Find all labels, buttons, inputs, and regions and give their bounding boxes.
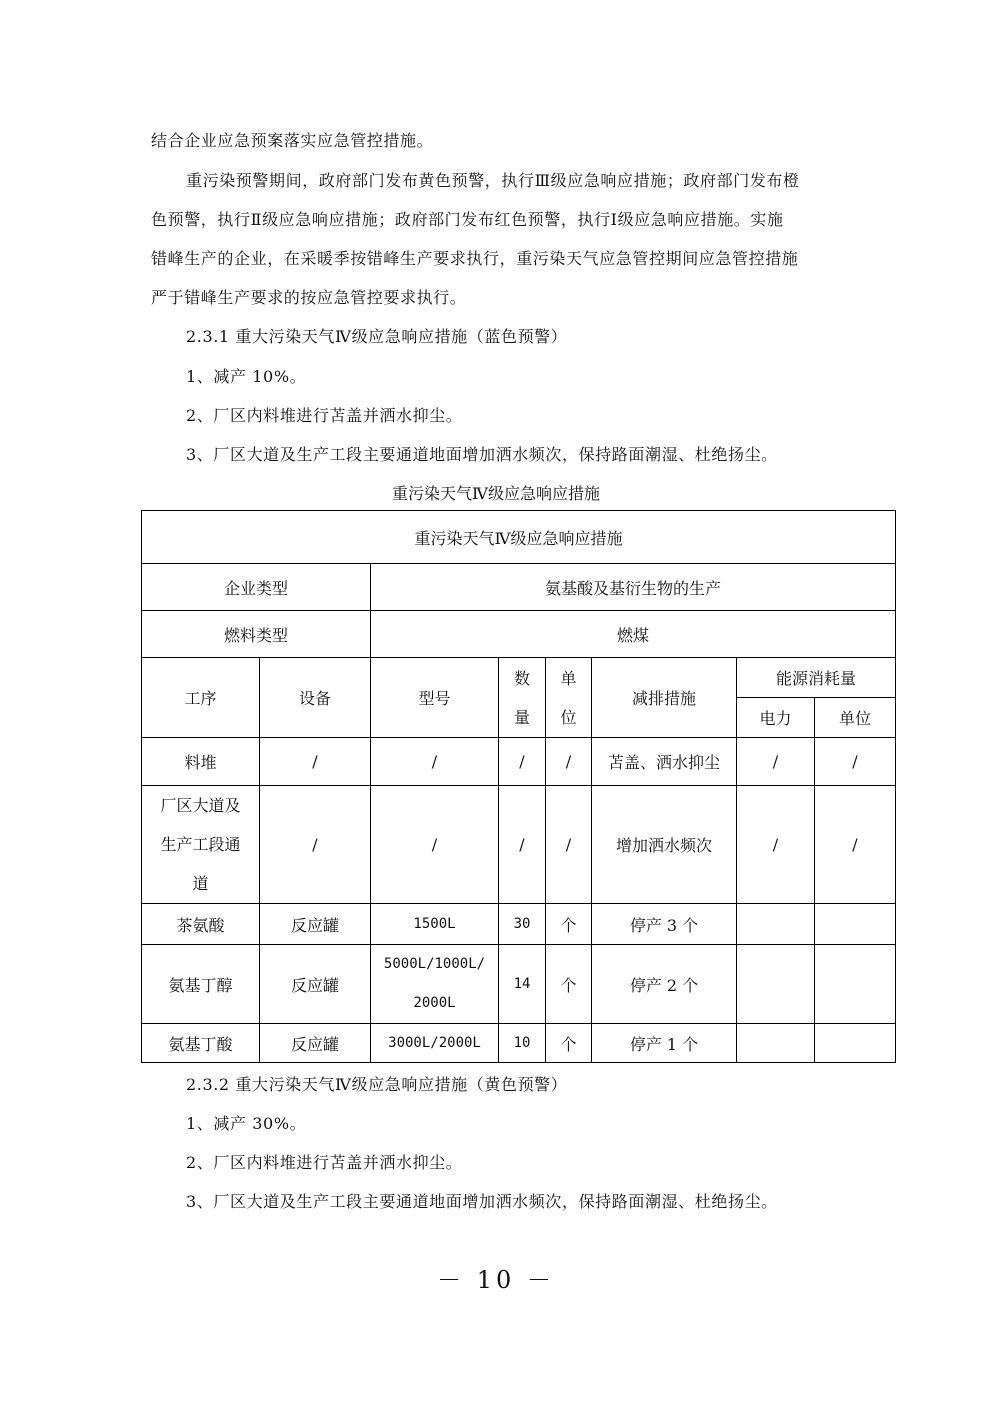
- cell-unit: 个: [546, 945, 592, 1024]
- page-number: － 10 －: [437, 1266, 555, 1294]
- cell-quantity: /: [499, 738, 546, 786]
- cell-process: 料堆: [142, 738, 260, 786]
- paragraph-warning-line-1: 重污染预警期间，政府部门发布黄色预警，执行Ⅲ级应急响应措施；政府部门发布橙: [186, 171, 800, 190]
- cell-measures: 增加洒水频次: [592, 786, 737, 904]
- cell-measures: 停产 2 个: [592, 945, 737, 1024]
- yellow-item-2: 2、厂区内料堆进行苫盖并洒水抑尘。: [186, 1153, 463, 1172]
- cell-power: [737, 945, 815, 1024]
- cell-unit: 个: [546, 904, 592, 945]
- cell-process: 氨基丁酸: [142, 1024, 260, 1063]
- cell-equipment: /: [260, 738, 371, 786]
- paragraph-warning-line-3: 错峰生产的企业，在采暖季按错峰生产要求执行，重污染天气应急管控期间应急管控措施: [151, 249, 799, 268]
- table-caption: 重污染天气Ⅳ级应急响应措施: [392, 484, 600, 503]
- yellow-item-1: 1、减产 30%。: [186, 1114, 307, 1133]
- cell-equipment: 反应罐: [260, 1024, 371, 1063]
- paragraph-intro: 结合企业应急预案落实应急管控措施。: [151, 131, 434, 150]
- cell-energy-unit: /: [815, 738, 896, 786]
- cell-model: 5000L/1000L/ 2000L: [371, 945, 499, 1024]
- header-process: 工序: [142, 658, 260, 738]
- header-power: 电力: [737, 698, 815, 738]
- cell-equipment: 反应罐: [260, 904, 371, 945]
- table-title: 重污染天气Ⅳ级应急响应措施: [142, 511, 896, 564]
- enterprise-type-label: 企业类型: [142, 564, 371, 611]
- table-row: [142, 904, 896, 945]
- enterprise-type-value: 氨基酸及基衍生物的生产: [371, 564, 896, 611]
- cell-equipment: /: [260, 786, 371, 904]
- cell-energy-unit: [815, 904, 896, 945]
- cell-energy-unit: /: [815, 786, 896, 904]
- header-measures: 减排措施: [592, 658, 737, 738]
- cell-process: 茶氨酸: [142, 904, 260, 945]
- section-heading-yellow: 2.3.2 重大污染天气Ⅳ级应急响应措施（黄色预警）: [186, 1075, 568, 1094]
- cell-energy-unit: [815, 1024, 896, 1063]
- cell-measures: 苫盖、洒水抑尘: [592, 738, 737, 786]
- blue-item-3: 3、厂区大道及生产工段主要通道地面增加洒水频次，保持路面潮湿、杜绝扬尘。: [186, 445, 778, 464]
- cell-process: 厂区大道及 生产工段通 道: [142, 786, 260, 904]
- paragraph-warning-line-2: 色预警，执行Ⅱ级应急响应措施；政府部门发布红色预警，执行Ⅰ级应急响应措施。实施: [151, 210, 784, 229]
- blue-item-1: 1、减产 10%。: [186, 367, 307, 386]
- section-heading-blue: 2.3.1 重大污染天气Ⅳ级应急响应措施（蓝色预警）: [186, 327, 568, 346]
- cell-power: /: [737, 786, 815, 904]
- cell-power: [737, 1024, 815, 1063]
- fuel-type-label: 燃料类型: [142, 611, 371, 658]
- cell-quantity: 10: [499, 1024, 546, 1063]
- header-unit: 单 位: [546, 658, 592, 738]
- cell-unit: /: [546, 786, 592, 904]
- cell-unit: /: [546, 738, 592, 786]
- paragraph-warning-line-4: 严于错峰生产要求的按应急管控要求执行。: [151, 288, 467, 307]
- cell-power: /: [737, 738, 815, 786]
- header-energy-unit: 单位: [815, 698, 896, 738]
- cell-equipment: 反应罐: [260, 945, 371, 1024]
- header-energy: 能源消耗量: [737, 658, 896, 698]
- blue-item-2: 2、厂区内料堆进行苫盖并洒水抑尘。: [186, 406, 463, 425]
- table-row: [142, 786, 896, 904]
- cell-quantity: 14: [499, 945, 546, 1024]
- table-row: [142, 1024, 896, 1063]
- response-measures-table: [141, 510, 896, 1063]
- cell-unit: 个: [546, 1024, 592, 1063]
- cell-model: /: [371, 738, 499, 786]
- yellow-item-3: 3、厂区大道及生产工段主要通道地面增加洒水频次，保持路面潮湿、杜绝扬尘。: [186, 1192, 778, 1211]
- header-model: 型号: [371, 658, 499, 738]
- header-quantity: 数 量: [499, 658, 546, 738]
- cell-quantity: /: [499, 786, 546, 904]
- cell-power: [737, 904, 815, 945]
- cell-energy-unit: [815, 945, 896, 1024]
- fuel-type-value: 燃煤: [371, 611, 896, 658]
- cell-model: 3000L/2000L: [371, 1024, 499, 1063]
- cell-quantity: 30: [499, 904, 546, 945]
- cell-model: /: [371, 786, 499, 904]
- table-row: [142, 945, 896, 1024]
- cell-process: 氨基丁醇: [142, 945, 260, 1024]
- cell-measures: 停产 1 个: [592, 1024, 737, 1063]
- table-row: [142, 738, 896, 786]
- cell-model: 1500L: [371, 904, 499, 945]
- cell-measures: 停产 3 个: [592, 904, 737, 945]
- header-equipment: 设备: [260, 658, 371, 738]
